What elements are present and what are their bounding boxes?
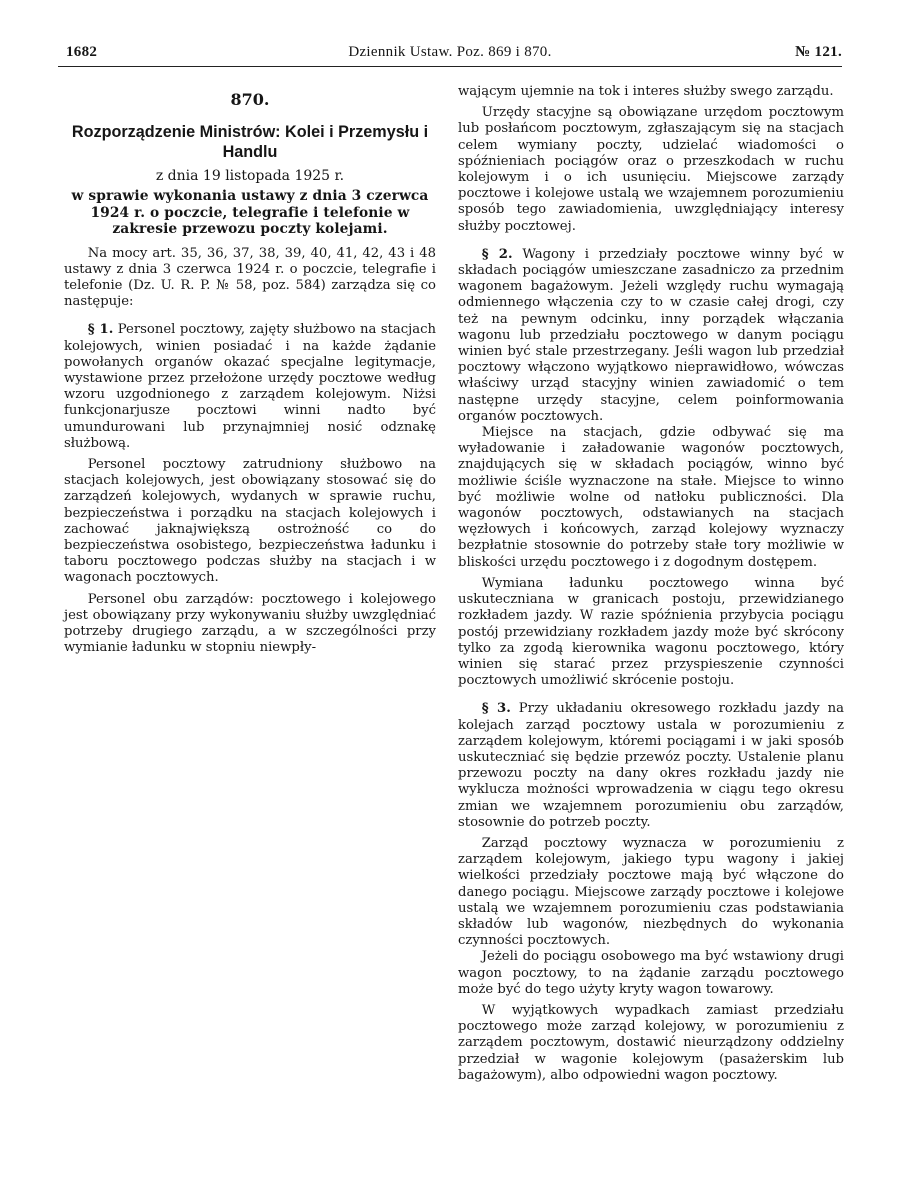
section-3-text: Przy układaniu okresowego rozkładu jazdy na kolejach zarząd pocztowy ustala w porozumieniu z zarządem kolejowym, któremi pociągami i w jaki sposób uskuteczniać się będzie przewóz poczty. Ustalenie planu przewozu poczty na dany okres rozkładu jazdy nie wyklucza możności wprowadzenia w ciągu tego okresu zmian we wzajemnem porozumieniu obu zarządów, stosownie do potrzeb poczty. (458, 701, 844, 830)
journal-title: Dziennik Ustaw. Poz. 869 i 870. (348, 44, 552, 60)
act-number: 870. (230, 90, 270, 109)
continuation-para: wającym ujemnie na tok i interes służby swego zarządu. (458, 84, 834, 99)
section-1-para-4: Urzędy stacyjne są obowiązane urzędom pocztowym lub posłańcom pocztowym, zgłaszającym się na stacjach celem wymiany poczty, udzielać wiadomości o spóźnieniach pociągów oraz o przeszkodach w ruchu kolejowym i o ich usunięciu. Miejscowe zarządy pocztowe i kolejowe ustalą we wzajemnem porozumieniu sposób tego zawiadomienia, uwzględniający interesy służby pocztowej. (458, 105, 844, 234)
section-3-para-2: Zarząd pocztowy wyznacza w porozumieniu z zarządem kolejowym, jakiego typu wagony i jakiej wielkości przedziały pocztowe mają być włączone do danego pociągu. Miejscowe zarządy pocztowe i kolejowe ustalą we wzajemnem porozumieniu czas podstawiania składów lub wagonów, niezbędnych do wykonania czynności pocztowych. (458, 835, 844, 949)
section-3 (458, 701, 844, 831)
section-1-para-2: Personel pocztowy zatrudniony służbowo na stacjach kolejowych, jest obowiązany stosować się do zarządzeń kolejowych, wydanych w sprawie ruchu, bezpieczeństwa i porządku na stacjach kolejowych i zachować jaknajwiększą ostrożność co do bezpieczeństwa osobistego, bezpieczeństwa ładunku i taboru pocztowego podczas służby na stacjach i w wagonach pocztowych. (64, 457, 436, 586)
section-2-label: § 2. (481, 246, 513, 262)
section-3-para-4: W wyjątkowych wypadkach zamiast przedziału pocztowego może zarząd kolejowy, w porozumieniu z zarządem pocztowym, dostawić nieurządzony oddzielny przedział w wagonie kolejowym (pasażerskim lub bagażowym), albo odpowiedni wagon pocztowy. (458, 1002, 844, 1083)
page-header (58, 44, 842, 66)
section-3-para-3: Jeżeli do pociągu osobowego ma być wstawiony drugi wagon pocztowy, to na żądanie zarządu pocztowego może być do tego użyty kryty wagon towarowy. (458, 949, 844, 997)
issue-number: № 121. (795, 44, 842, 60)
section-2-para-2: Miejsce na stacjach, gdzie odbywać się ma wyładowanie i załadowanie wagonów pocztowych, znajdujących się w składach pociągów, winno być możliwie ściśle wyznaczone na stałe. Miejsce to winno być możliwie wolne od natłoku publiczności. Dla wagonów pocztowych, odstawianych na stacjach węzłowych i końcowych, zarząd kolejowy wyznaczy bezpłatnie stosownie do potrzeby stałe tory możliwie w bliskości urzędu pocztowego i z dogodnym dostępem. (458, 425, 844, 570)
header-rule (58, 66, 842, 67)
right-column (458, 84, 844, 1084)
section-3-label: § 3. (481, 701, 511, 717)
section-2-text: Wagony i przedziały pocztowe winny być w składach pociągów umieszczane zasadniczo za przednim wagonem bagażowym. Jeżeli względy ruchu wymagają odmiennego włączenia czy to w czasie całej drogi, czy też na pewnym odcinku, inny porządek włączania wagonu lub przedziału pocztowego w danym pociągu winien być stale przestrzegany. Jeśli wagon lub przedział pocztowy włączono wyjątkowo nieprawidłowo, wówczas właściwy urząd stacyjny winien zawiadomić o tem następne urzędy stacyjne, celem poinformowania organów pocztowych. (458, 246, 844, 424)
preamble: Na mocy art. 35, 36, 37, 38, 39, 40, 41, 42, 43 i 48 ustawy z dnia 3 czerwca 1924 r. o poczcie, telegrafie i telefonie (Dz. U. R. P. № 58, poz. 584) zarządza się co następuje: (64, 245, 436, 310)
act-title: Rozporządzenie Ministrów: Kolei i Przemysłu i Handlu (71, 123, 429, 162)
section-2 (458, 247, 844, 425)
section-1-para-3: Personel obu zarządów: pocztowego i kolejowego jest obowiązany przy wykonywaniu służby uwzględniać potrzeby drugiego zarządu, a w szczególności przy wymianie ładunku w stopniu niewpły- (64, 591, 436, 656)
act-date: z dnia 19 listopada 1925 r. (155, 168, 345, 185)
page-number: 1682 (66, 44, 98, 60)
left-column (64, 84, 436, 657)
section-2-para-3: Wymiana ładunku pocztowego winna być uskuteczniana w granicach postoju, przewidzianego rozkładem jazdy. W razie spóźnienia przybycia pociągu postój przewidziany rozkładem jazdy może być skrócony tylko za zgodą kierownika wagonu pocztowego, który winien się starać przez przyspieszenie czynności pocztowych umożliwić skrócenie postoju. (458, 575, 844, 689)
section-1-text: Personel pocztowy, zajęty służbowo na stacjach kolejowych, winien posiadać i na każde żądanie powołanych organów okazać specjalne legitymacje, wystawione przez przełożone urzędy pocztowe według wzoru uzgodnionego z zarządem kolejowym. Niżsi funkcjonarjusze pocztowi winni nadto być umundurowani lub przynajmniej nosić odznakę służbową. (64, 322, 436, 451)
section-1-label: § 1. (87, 322, 114, 338)
section-1 (64, 322, 436, 452)
act-subject: w sprawie wykonania ustawy z dnia 3 czerwca 1924 r. o poczcie, telegrafie i telefonie w zakresie przewozu poczty kolejami. (71, 188, 429, 238)
